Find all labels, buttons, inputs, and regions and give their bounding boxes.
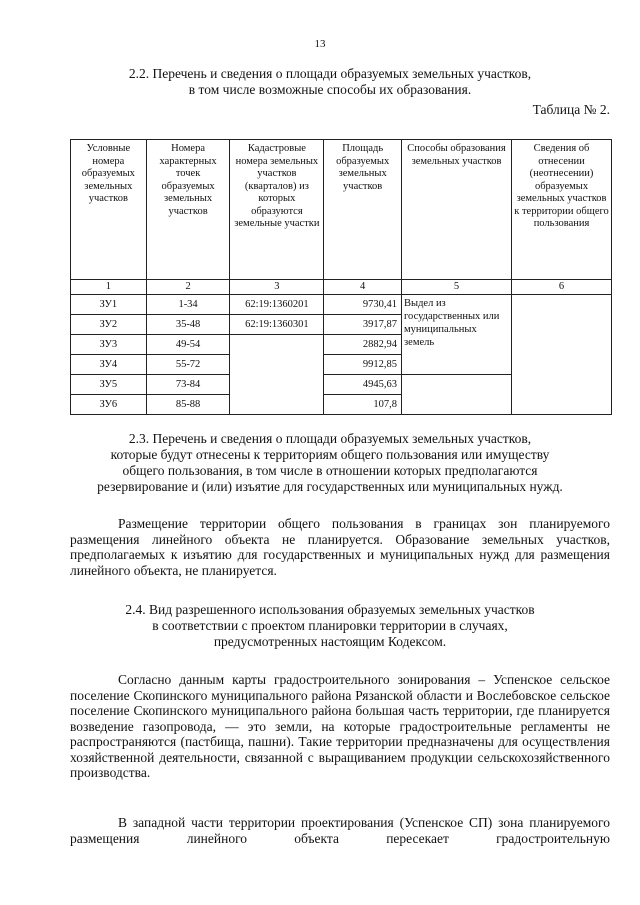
section-2-2-line2: в том числе возможные способы их образования. (188, 82, 472, 97)
section-2-3-line3: общего пользования, в том числе в отношении которых предполагаются (122, 463, 538, 478)
plot-points: 73-84 (146, 375, 230, 395)
paragraph-2-3 (70, 516, 610, 578)
section-2-2-line1: 2.2. Перечень и сведения о площади образуемых земельных участков, (128, 66, 532, 81)
page-number: 13 (314, 38, 326, 50)
column-number: 3 (230, 280, 324, 295)
plot-area: 4945,63 (324, 375, 402, 395)
paragraph-2-4a-text: Согласно данным карты градостроительного зонирования – Успенское сельское поселение Скопинского муниципального района Рязанской области и Вослебовское сельское поселение Скопинского муниципального района большая часть территории, где планируется возведение газопровода, — это земли, на которые градостроительные регламенты не распространяются (пастбища, пашни). Такие территории предназначены для осуществления хозяйственной деятельности, связанной с выращиванием продукции сельскохозяйственного производства. (70, 672, 610, 780)
plot-points: 49-54 (146, 335, 230, 355)
header-cell: Кадастровые номера земельных участков (кварталов) из которых образуются земельные участки (230, 140, 324, 280)
plot-code: ЗУ1 (71, 295, 147, 315)
section-2-4-line2: в соответствии с проектом планировки территории в случаях, (152, 618, 508, 633)
header-cell: Сведения об отнесении (неотнесении) образуемых земельных участков к территории общего пользования (512, 140, 612, 280)
public-use-info (512, 295, 612, 415)
formation-method: Выдел из государственных или муниципальных земель (402, 295, 512, 375)
plot-points: 85-88 (146, 395, 230, 415)
column-number: 2 (146, 280, 230, 295)
header-cell: Площадь образуемых земельных участков (324, 140, 402, 280)
plot-area: 9730,41 (324, 295, 402, 315)
paragraph-2-4b-text: В западной части территории проектирования (Успенское СП) зона планируемого размещения линейного объекта пересекает градостроительную (70, 815, 610, 846)
land-plots-table (70, 139, 612, 415)
column-number: 5 (402, 280, 512, 295)
header-cell: Способы образования земельных участков (402, 140, 512, 280)
column-number: 4 (324, 280, 402, 295)
column-number: 6 (512, 280, 612, 295)
plot-code: ЗУ5 (71, 375, 147, 395)
section-2-3-line4: резервирование и (или) изъятие для государственных или муниципальных нужд. (97, 479, 563, 494)
section-2-4-heading (60, 602, 600, 650)
plot-points: 35-48 (146, 315, 230, 335)
section-2-3-line2: которые будут отнесены к территориям общего пользования или имуществу (110, 447, 550, 462)
table-row (71, 295, 612, 315)
header-cell: Условные номера образуемых земельных участков (71, 140, 147, 280)
plot-points: 1-34 (146, 295, 230, 315)
section-2-3-heading (60, 431, 600, 495)
section-2-3-line1: 2.3. Перечень и сведения о площади образуемых земельных участков, (128, 431, 532, 446)
section-2-2-heading (60, 66, 600, 98)
plot-code: ЗУ4 (71, 355, 147, 375)
table-label: Таблица № 2. (532, 102, 610, 117)
section-2-4-line3: предусмотренных настоящим Кодексом. (213, 634, 447, 649)
paragraph-2-3-text: Размещение территории общего пользования в границах зон планируемого размещения линейного объекта не планируется. Образование земельных участков, предполагаемых к изъятию для государственных и муниципальных нужд для размещения линейного объекта, не планируется. (70, 516, 610, 578)
plot-area: 2882,94 (324, 335, 402, 355)
plot-area: 3917,87 (324, 315, 402, 335)
paragraph-2-4a (70, 672, 610, 781)
column-number: 1 (71, 280, 147, 295)
header-cell: Номера характерных точек образуемых земельных участков (146, 140, 230, 280)
formation-method-empty (402, 375, 512, 415)
plot-code: ЗУ3 (71, 335, 147, 355)
plot-points: 55-72 (146, 355, 230, 375)
paragraph-2-4b (70, 815, 610, 846)
section-2-4-line1: 2.4. Вид разрешенного использования образуемых земельных участков (125, 602, 535, 617)
plot-cadastral: 62:19:1360201 (230, 295, 324, 315)
plot-cadastral: 62:19:1360301 (230, 315, 324, 335)
plot-cadastral-empty (230, 335, 324, 415)
column-numbers-row (71, 280, 612, 295)
plot-area: 107,8 (324, 395, 402, 415)
plot-code: ЗУ6 (71, 395, 147, 415)
plot-code: ЗУ2 (71, 315, 147, 335)
plot-area: 9912,85 (324, 355, 402, 375)
